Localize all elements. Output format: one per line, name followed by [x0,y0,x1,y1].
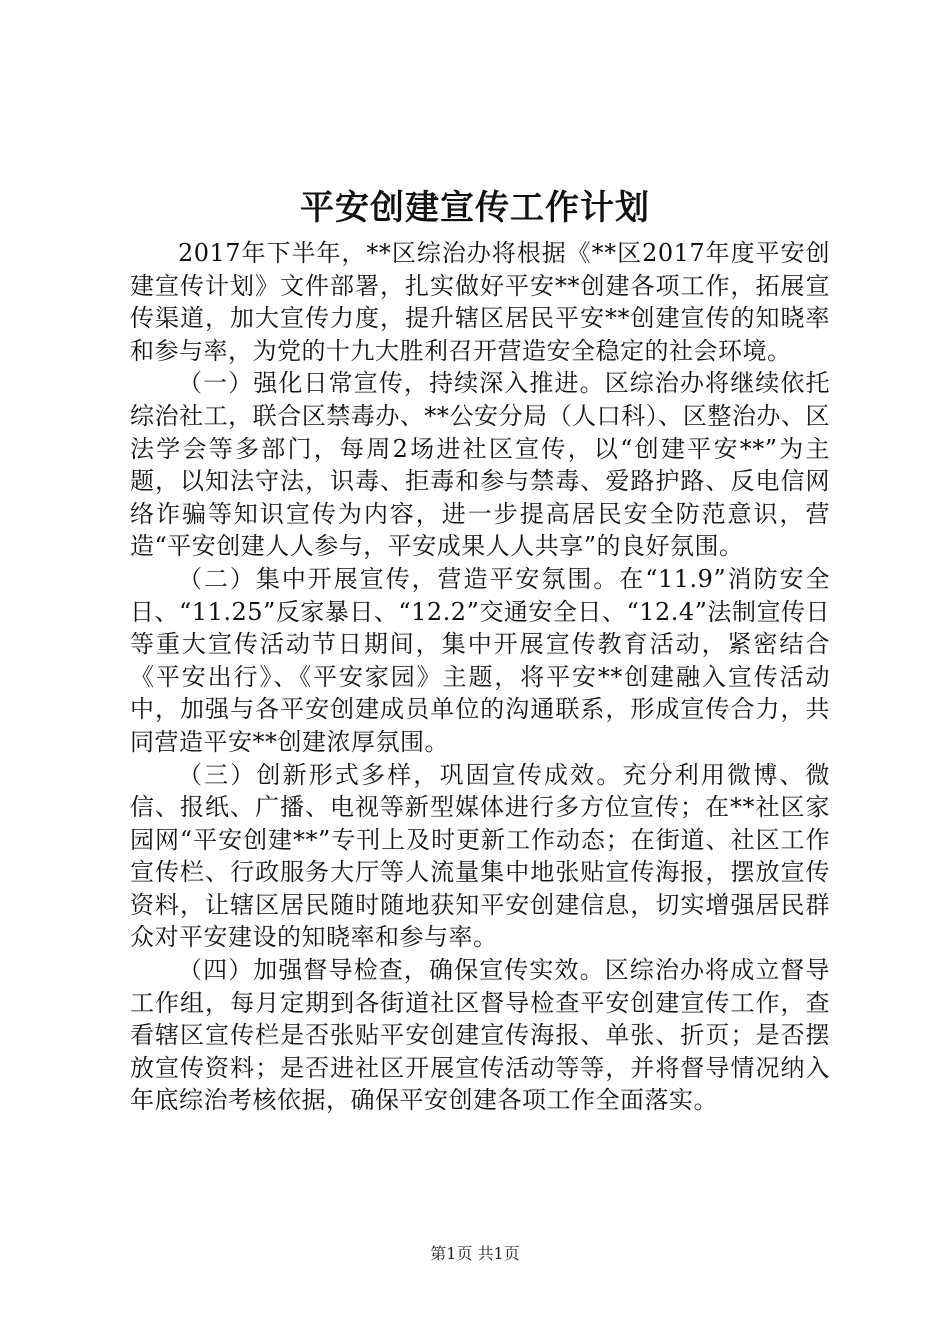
paragraph-section-1: （一）强化日常宣传，持续深入推进。区综治办将继续依托综治社工，联合区禁毒办、**公安分局（人口科）、区整治办、区法学会等多部门，每周2场进社区宣传，以“创建平安**”为主题，以知法守法，识毒、拒毒和参与禁毒、爱路护路、反电信网络诈骗等知识宣传为内容，进一步提高居民安全防范意识，营造“平安创建人人参与，平安成果人人共享”的良好氛围。 [130,369,830,561]
paragraph-section-4: （四）加强督导检查，确保宣传实效。区综治办将成立督导工作组，每月定期到各街道社区督导检查平安创建宣传工作，查看辖区宣传栏是否张贴平安创建宣传海报、单张、折页；是否摆放宣传资料；是否进社区开展宣传活动等等，并将督导情况纳入年底综治考核依据，确保平安创建各项工作全面落实。 [130,956,830,1115]
paragraph-intro: 2017年下半年，**区综治办将根据《**区2017年度平安创建宣传计划》文件部署，扎实做好平安**创建各项工作，拓展宣传渠道，加大宣传力度，提升辖区居民平安**创建宣传的知晓率和参与率，为党的十九大胜利召开营造安全稳定的社会环境。 [130,239,830,365]
document-title: 平安创建宣传工作计划 [300,188,650,228]
page-footer: 第1页 共1页 [430,1244,520,1263]
paragraph-section-3: （三）创新形式多样，巩固宣传成效。充分利用微博、微信、报纸、广播、电视等新型媒体进行多方位宣传；在**社区家园网“平安创建**”专刊上及时更新工作动态；在街道、社区工作宣传栏、行政服务大厅等人流量集中地张贴宣传海报，摆放宣传资料，让辖区居民随时随地获知平安创建信息，切实增强居民群众对平安建设的知晓率和参与率。 [130,760,830,952]
document-body [130,237,830,1117]
paragraph-section-2: （二）集中开展宣传，营造平安氛围。在“11.9”消防安全日、“11.25”反家暴日、“12.2”交通安全日、“12.4”法制宣传日等重大宣传活动节日期间，集中开展宣传教育活动，紧密结合《平安出行》、《平安家园》主题，将平安**创建融入宣传活动中，加强与各平安创建成员单位的沟通联系，形成宣传合力，共同营造平安**创建浓厚氛围。 [130,564,830,756]
